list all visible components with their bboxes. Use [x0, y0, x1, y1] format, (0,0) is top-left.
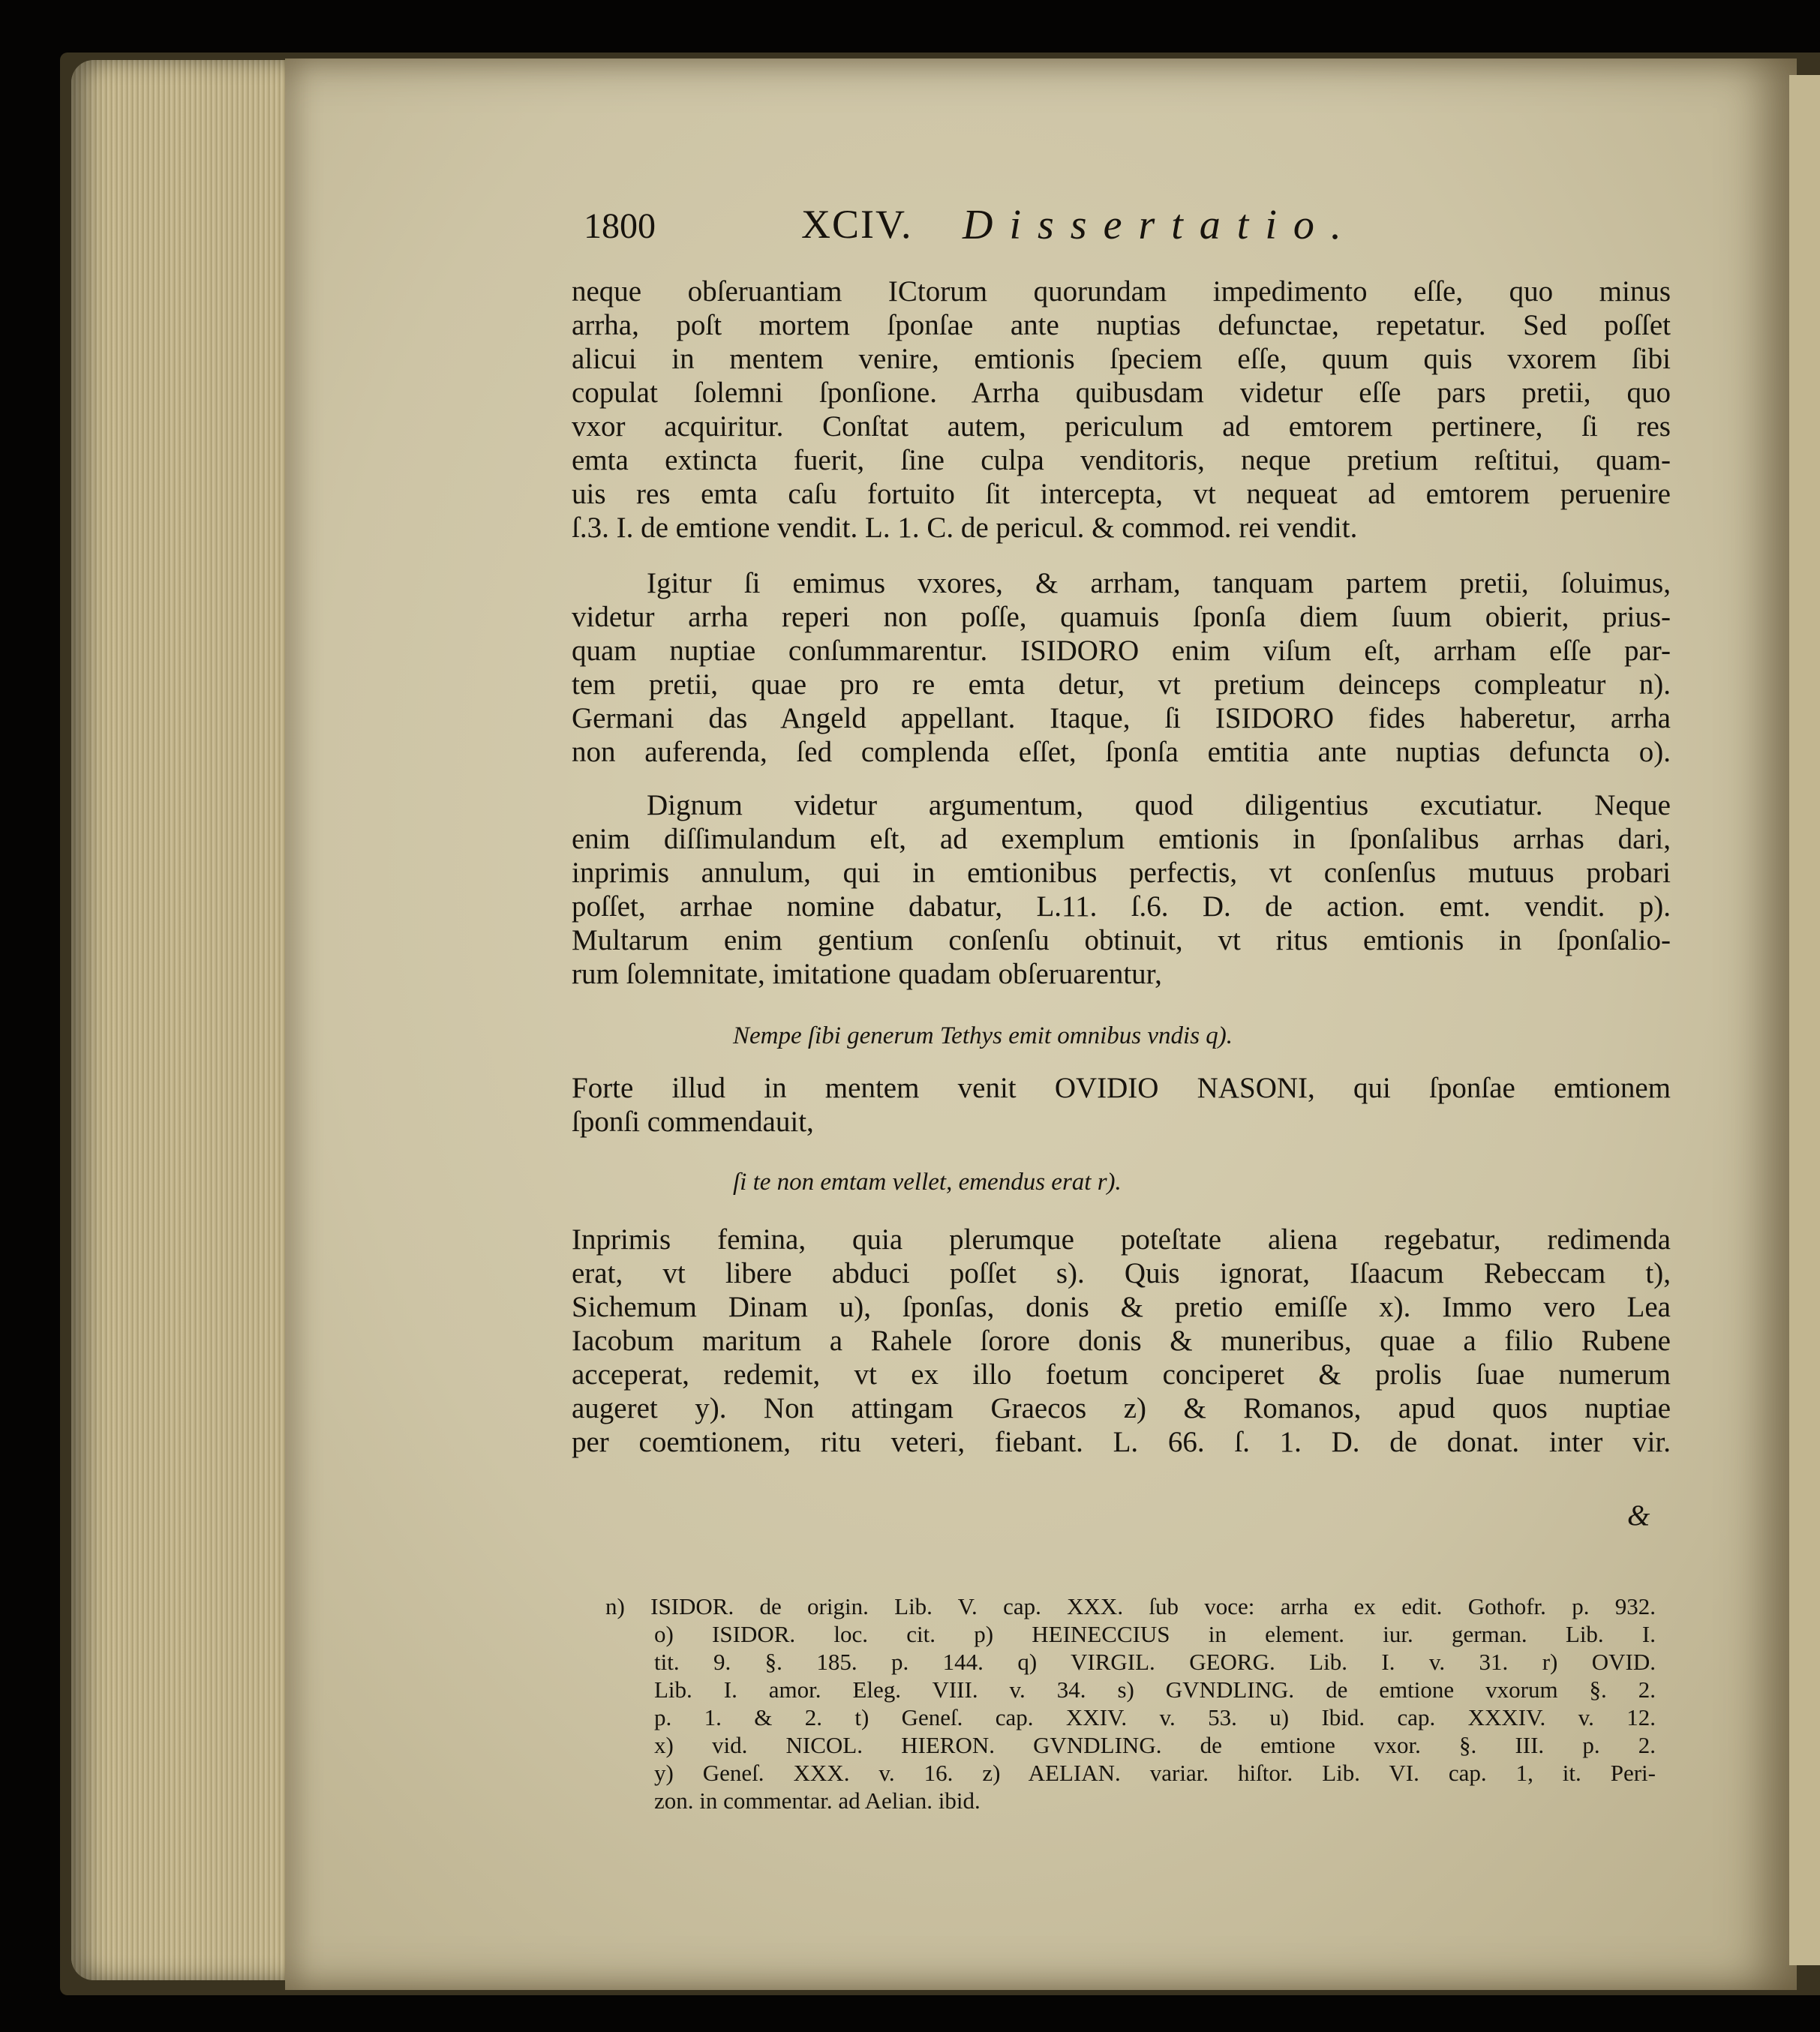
- body-line: uis res emta caſu fortuito ſit intercepta, vt nequeat ad emtorem peruenire: [572, 478, 1671, 510]
- body-line: Inprimis femina, quia plerumque poteſtate aliena regebatur, redimenda: [572, 1223, 1671, 1256]
- footnote-line: p. 1. & 2. t) Geneſ. cap. XXIV. v. 53. u) Ibid. cap. XXXIV. v. 12.: [654, 1704, 1656, 1730]
- body-line: Igitur ſi emimus vxores, & arrham, tanquam partem pretii, ſoluimus,: [647, 567, 1671, 599]
- running-header: [584, 197, 1409, 257]
- body-line: Germani das Angeld appellant. Itaque, ſi ISIDORO fides haberetur, arrha: [572, 702, 1671, 734]
- body-line: Dignum videtur argumentum, quod diligentius excutiatur. Neque: [647, 789, 1671, 821]
- body-line: per coemtionem, ritu veteri, fiebant. L. 66. ſ. 1. D. de donat. inter vir.: [572, 1426, 1671, 1458]
- body-line: enim diſſimulandum eſt, ad exemplum emtionis in ſponſalibus arrhas dari,: [572, 823, 1671, 855]
- body-line: quam nuptiae conſummarentur. ISIDORO enim viſum eſt, arrham eſſe par-: [572, 635, 1671, 667]
- footnote-line: zon. in commentar. ad Aelian. ibid.: [654, 1787, 981, 1814]
- body-line: alicui in mentem venire, emtionis ſpeciem eſſe, quum quis vxorem ſibi: [572, 343, 1671, 375]
- body-line: non auferenda, ſed complenda eſſet, ſponſa emtitia ante nuptias defuncta o).: [572, 736, 1671, 768]
- body-line: acceperat, redemit, vt ex illo foetum conciperet & prolis ſuae numerum: [572, 1358, 1671, 1391]
- body-line: Iacobum maritum a Rahele ſorore donis & muneribus, quae a filio Rubene: [572, 1325, 1671, 1357]
- body-line: ſ.3. I. de emtione vendit. L. 1. C. de pericul. & commod. rei vendit.: [572, 512, 1358, 544]
- body-line: arrha, poſt mortem ſponſae ante nuptias defunctae, repetatur. Sed poſſet: [572, 309, 1671, 341]
- body-line: Multarum enim gentium conſenſu obtinuit, vt ritus emtionis in ſponſalio-: [572, 924, 1671, 956]
- body-line: Sichemum Dinam u), ſponſas, donis & pretio emiſſe x). Immo vero Lea: [572, 1291, 1671, 1323]
- footnote-line: x) vid. NICOL. HIERON. GVNDLING. de emtione vxor. §. III. p. 2.: [654, 1732, 1656, 1758]
- footnote-line: Lib. I. amor. Eleg. VIII. v. 34. s) GVNDLING. de emtione vxorum §. 2.: [654, 1676, 1656, 1703]
- body-line: erat, vt libere abduci poſſet s). Quis ignorat, Iſaacum Rebeccam t),: [572, 1257, 1671, 1289]
- footnote-line: y) Geneſ. XXX. v. 16. z) AELIAN. variar. hiſtor. Lib. VI. cap. 1, it. Peri-: [654, 1760, 1656, 1786]
- body-line: copulat ſolemni ſponſione. Arrha quibusdam videtur eſſe pars pretii, quo: [572, 377, 1671, 409]
- body-line: rum ſolemnitate, imitatione quadam obſeruarentur,: [572, 958, 1162, 990]
- body-line: poſſet, arrhae nomine dabatur, L.11. ſ.6. D. de action. emt. vendit. p).: [572, 890, 1671, 923]
- body-line: tem pretii, quae pro re emta detur, vt pretium deinceps compleatur n).: [572, 668, 1671, 701]
- footnote-line: n) ISIDOR. de origin. Lib. V. cap. XXX. ſub voce: arrha ex edit. Gothofr. p. 932.: [605, 1593, 1656, 1619]
- page-edges: [71, 60, 289, 1980]
- page-number: 1800: [584, 206, 656, 246]
- verse-quote: ſi te non emtam vellet, emendus erat r).: [733, 1169, 1122, 1196]
- adjacent-page-edge: [1789, 75, 1820, 1965]
- verse-quote: Nempe ſibi generum Tethys emit omnibus vndis q).: [733, 1022, 1233, 1049]
- footnote-line: tit. 9. §. 185. p. 144. q) VIRGIL. GEORG. Lib. I. v. 31. r) OVID.: [654, 1649, 1656, 1675]
- body-line: videtur arrha reperi non poſſe, quamuis ſponſa diem ſuum obierit, prius-: [572, 601, 1671, 633]
- body-line: ſponſi commendauit,: [572, 1106, 814, 1138]
- body-line: vxor acquiritur. Conſtat autem, periculum ad emtorem pertinere, ſi res: [572, 410, 1671, 443]
- footnote-line: o) ISIDOR. loc. cit. p) HEINECCIUS in element. iur. german. Lib. I.: [654, 1621, 1656, 1647]
- body-line: inprimis annulum, qui in emtionibus perfectis, vt conſenſus mutuus probari: [572, 857, 1671, 889]
- chapter-number: XCIV.: [801, 202, 913, 247]
- body-line: neque obſeruantiam ICtorum quorundam impedimento eſſe, quo minus: [572, 275, 1671, 308]
- body-line: Forte illud in mentem venit OVIDIO NASONI, qui ſponſae emtionem: [572, 1072, 1671, 1104]
- catchword: &: [1627, 1499, 1650, 1532]
- body-line: augeret y). Non attingam Graecos z) & Romanos, apud quos nuptiae: [572, 1392, 1671, 1424]
- header-title: Dissertatio.: [963, 202, 1358, 248]
- body-line: emta extincta fuerit, ſine culpa venditoris, neque pretium reſtitui, quam-: [572, 444, 1671, 476]
